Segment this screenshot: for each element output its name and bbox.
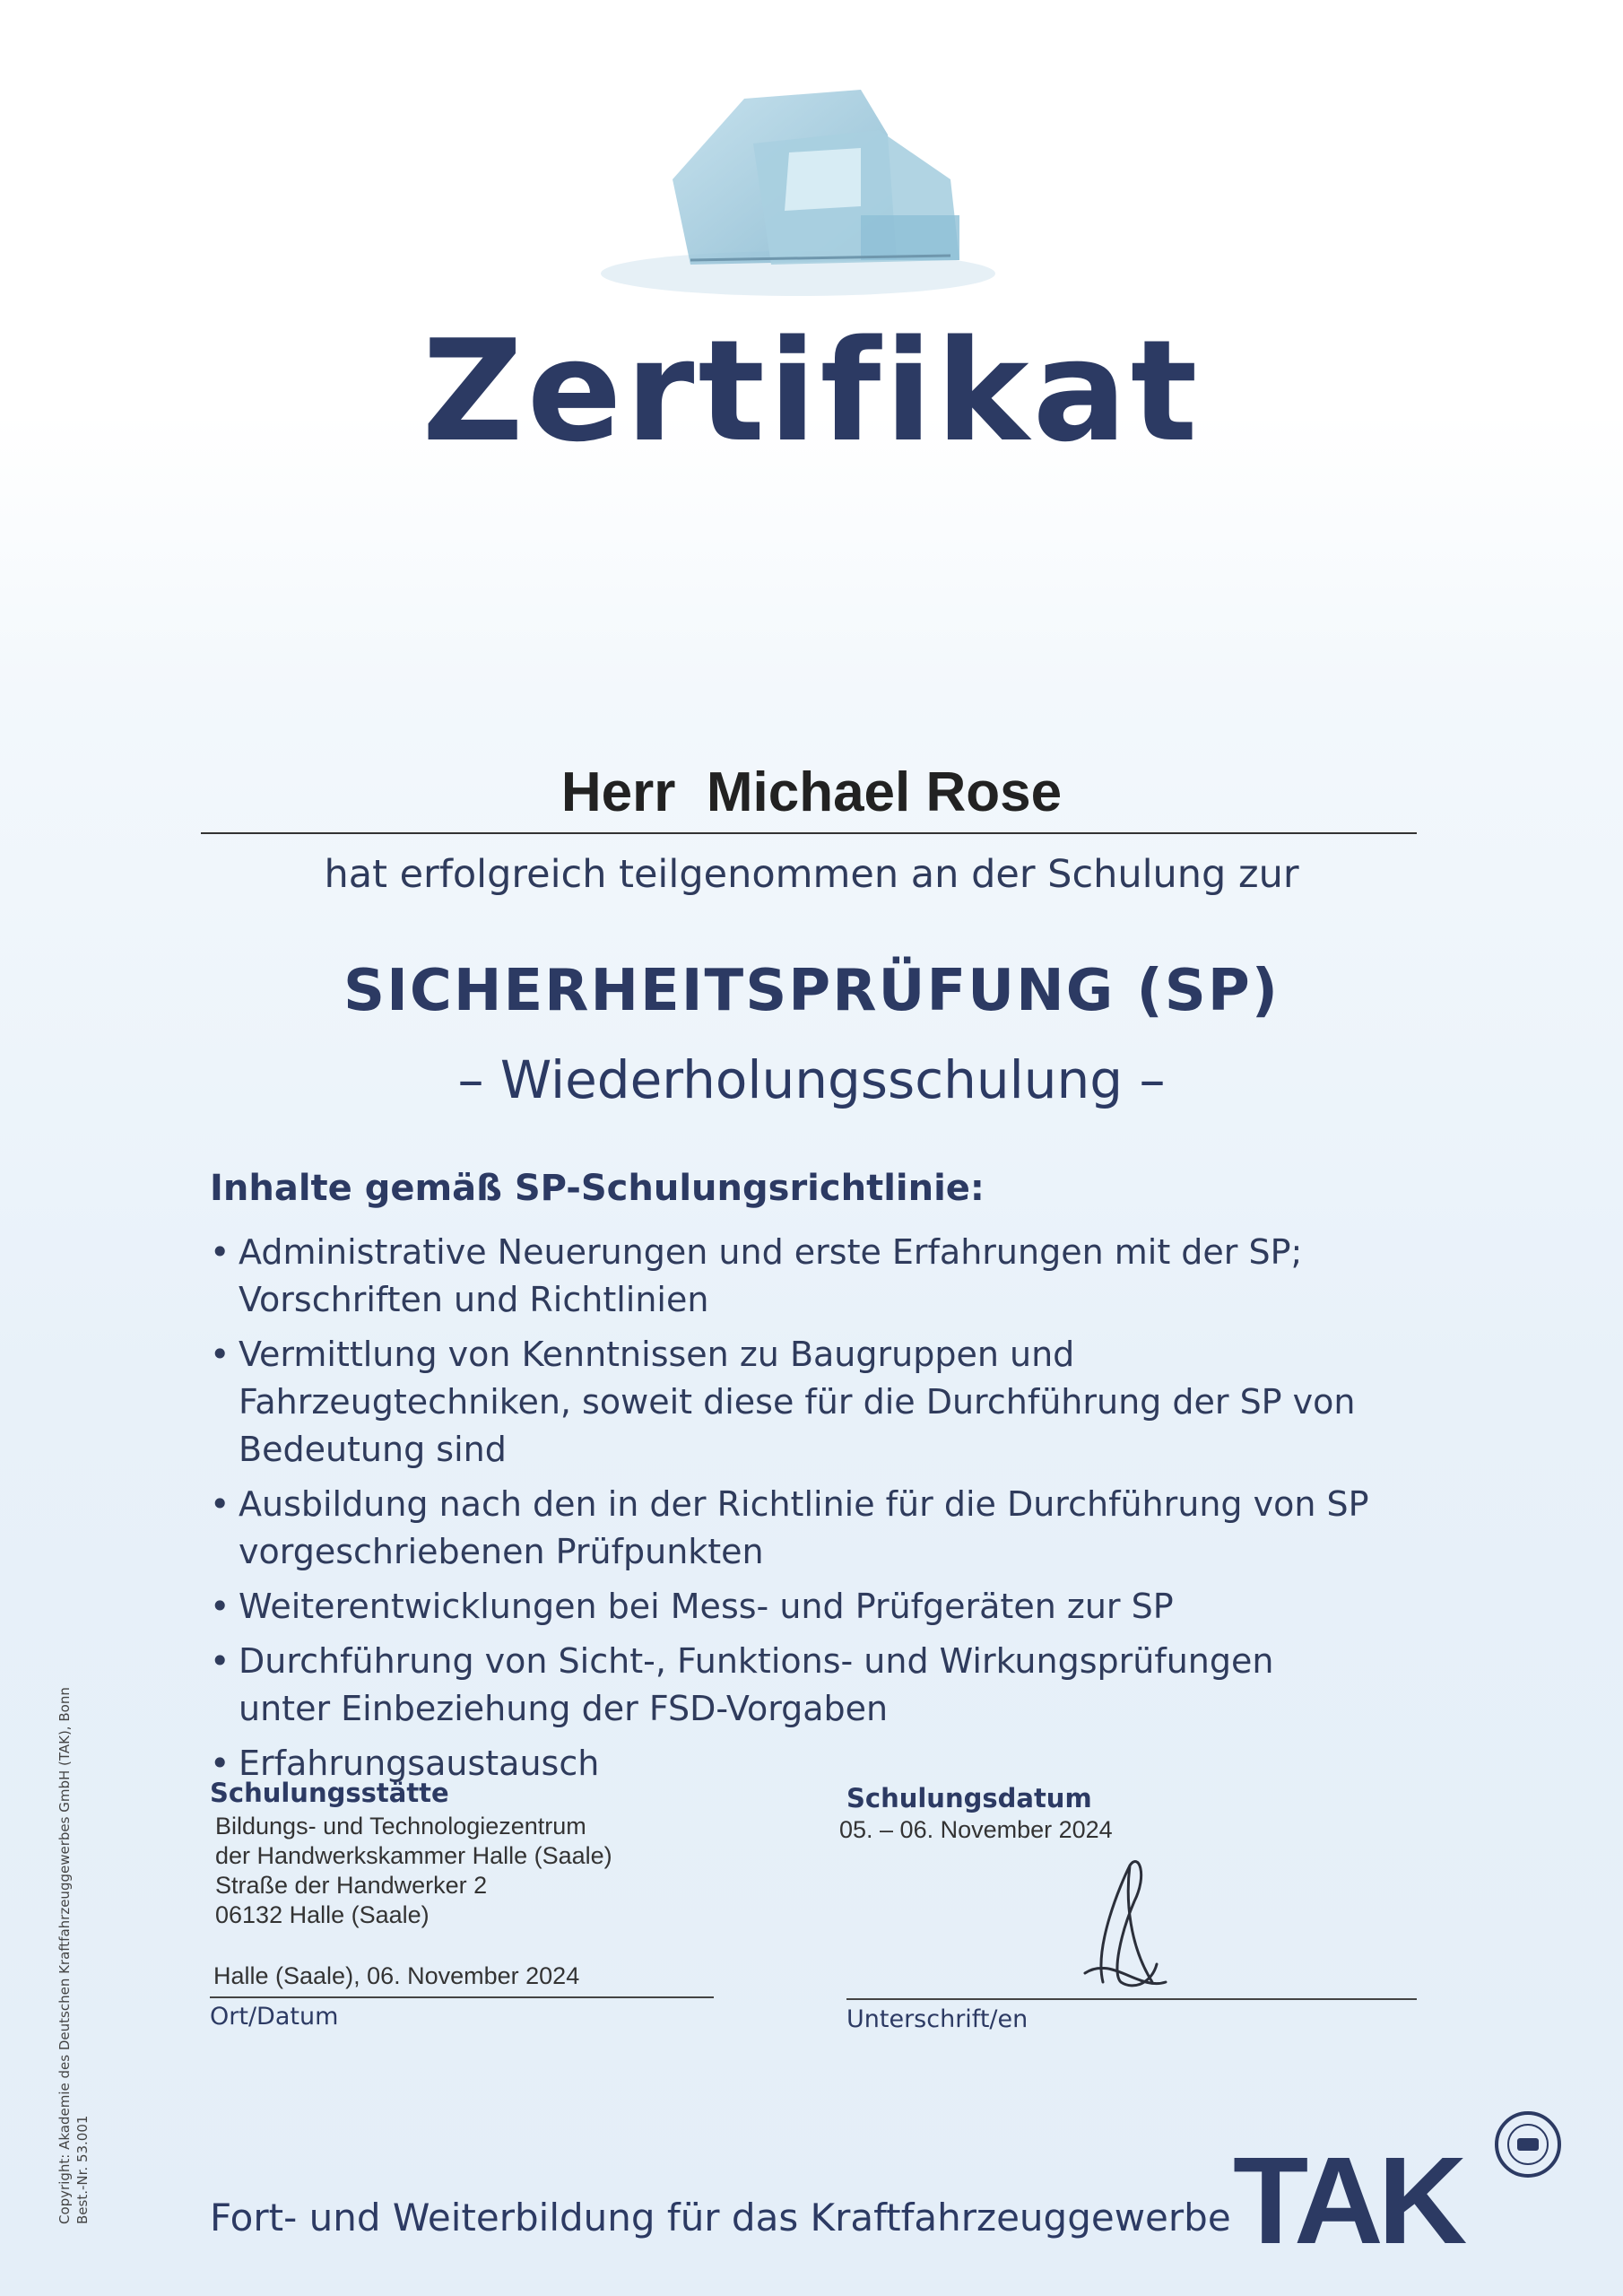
list-item: • Administrative Neuerungen und erste Erfahrungen mit der SP; Vorschriften und Richtlinien xyxy=(210,1229,1376,1324)
bullet-icon: • xyxy=(210,1484,230,1524)
recipient-name: Herr Michael Rose xyxy=(560,761,1063,823)
footer-tagline: Fort- und Weiterbildung für das Kraftfahrzeuggewerbe xyxy=(210,2196,1231,2239)
tak-logo: TAK xyxy=(1233,2132,1462,2270)
signature-label: Unterschrift/en xyxy=(846,2005,1028,2033)
order-number: Best.-Nr. 53.001 xyxy=(74,2115,91,2224)
bullet-icon: • xyxy=(210,1641,230,1681)
training-date: 05. – 06. November 2024 xyxy=(839,1816,1113,1843)
list-item: • Vermittlung von Kenntnissen zu Baugruppen und Fahrzeugtechniken, soweit diese für die Durchführung der SP von Bedeutung sind xyxy=(210,1331,1376,1474)
bullet-icon: • xyxy=(210,1744,230,1783)
bullet-icon: • xyxy=(210,1335,230,1374)
list-item: • Durchführung von Sicht-, Funktions- und Wirkungsprüfungen unter Einbeziehung der FSD-Vorgaben xyxy=(210,1638,1376,1733)
handwritten-signature xyxy=(1067,1848,1175,2000)
copyright-notice xyxy=(56,1668,91,2224)
venue-line: 06132 Halle (Saale) xyxy=(215,1901,430,1928)
bullet-icon: • xyxy=(210,1232,230,1272)
venue-line: Straße der Handwerker 2 xyxy=(215,1872,488,1899)
certificate-title: Zertifikat xyxy=(421,309,1202,473)
list-item: • Erfahrungsaustausch xyxy=(210,1740,1376,1787)
guild-seal-logo xyxy=(1493,2109,1563,2179)
place-date-line xyxy=(210,1996,714,1998)
course-subtitle: – Wiederholungsschulung – xyxy=(457,1049,1166,1110)
venue-address xyxy=(215,1812,612,1930)
venue-label: Schulungsstätte xyxy=(210,1778,449,1808)
place-date: Halle (Saale), 06. November 2024 xyxy=(213,1962,580,1989)
truck-illustration xyxy=(592,81,1004,296)
course-title: SICHERHEITSPRÜFUNG (SP) xyxy=(343,958,1280,1024)
bullet-icon: • xyxy=(210,1587,230,1626)
venue-line: der Handwerkskammer Halle (Saale) xyxy=(215,1842,612,1869)
list-item: • Weiterentwicklungen bei Mess- und Prüfgeräten zur SP xyxy=(210,1583,1376,1631)
list-item: • Ausbildung nach den in der Richtlinie für die Durchführung von SP vorgeschriebenen Prüfpunkten xyxy=(210,1481,1376,1576)
participation-statement: hat erfolgreich teilgenommen an der Schulung zur xyxy=(324,852,1299,897)
contents-list xyxy=(210,1229,1376,1795)
recipient-underline xyxy=(201,832,1417,834)
signature-line xyxy=(846,1998,1417,2000)
venue-line: Bildungs- und Technologiezentrum xyxy=(215,1813,586,1839)
copyright-line: Copyright: Akademie des Deutschen Kraftfahrzeuggewerbes GmbH (TAK), Bonn xyxy=(56,1687,73,2224)
contents-heading: Inhalte gemäß SP-Schulungsrichtlinie: xyxy=(210,1168,985,1209)
place-date-label: Ort/Datum xyxy=(210,2003,339,2031)
training-date-label: Schulungsdatum xyxy=(846,1783,1092,1813)
